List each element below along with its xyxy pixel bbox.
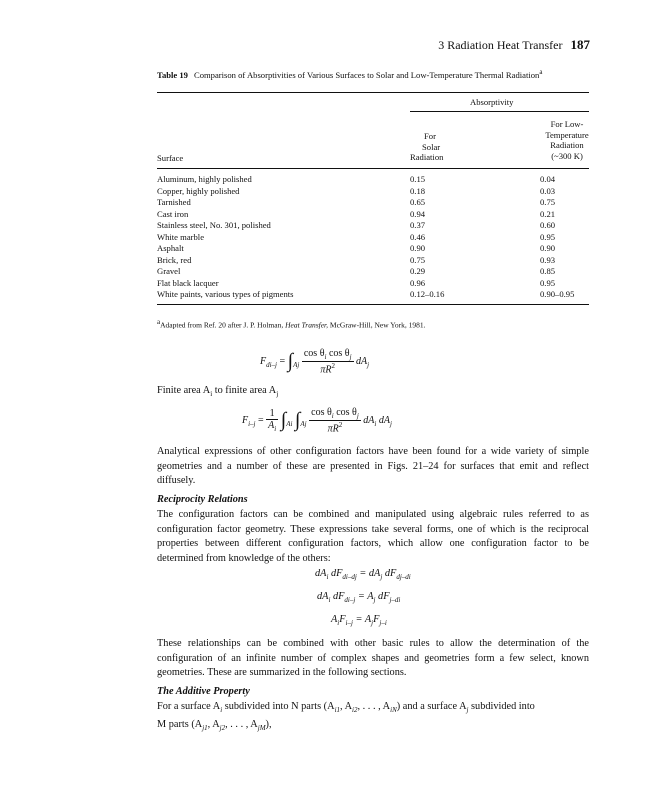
table-row: Tarnished 0.65 0.75 — [157, 197, 556, 207]
group-header-rule — [410, 111, 589, 112]
paragraph-additive: For a surface $A_i$ subdivided into N parts ($A_{i1}$, $A_{i2}$, . . . , $A_{iN}$) and a surface $A_j$ subdivided into M parts ($A_{j1}$, $A_{j2}$, . . . , $A_{jM}$), — [157, 701, 535, 732]
running-header — [410, 37, 590, 53]
section-heading-reciprocity: Reciprocity Relations — [157, 494, 248, 505]
table-header-rule — [157, 168, 589, 169]
table-row: Brick, red 0.75 0.93 — [157, 254, 556, 265]
reciprocity-equation-1: $dA_i$ $dF_{di-dj} = dA_j$ $dF_{dj-di}$ — [315, 568, 411, 582]
table-top-rule — [157, 92, 589, 93]
col-header-solar: For Solar Radiation — [410, 131, 444, 162]
table-row: White marble 0.46 0.95 — [157, 231, 556, 242]
table-row: Stainless steel, No. 301, polished 0.37 0.60 — [157, 220, 556, 230]
table-row: Flat black lacquer 0.96 0.95 — [157, 277, 556, 288]
page-number: 187 — [570, 37, 590, 52]
paragraph-analytical: Analytical expressions of other configuration factors have been found for a wide variety of simple geometries and a number of these are presented in Figs. 21–24 for surfaces that emit and reflect diffusely. — [157, 446, 589, 487]
table-row: Gravel 0.29 0.85 — [157, 266, 556, 276]
table-caption — [157, 66, 589, 81]
paragraph-reciprocity: The configuration factors can be combined and manipulated using algebraic rules referred to as configuration factor geometry. These expressions take several forms, one of which is the reciprocal properties between different configuration factors, which allow one configuration factor to be determined from knowledge of the others: — [157, 509, 589, 564]
table-row: White paints, various types of pigments 0.12–0.16 0.90–0.95 — [157, 289, 575, 299]
table-row: Aluminum, highly polished 0.15 0.04 — [157, 174, 556, 184]
table-row: Asphalt 0.90 0.90 — [157, 243, 556, 253]
section-heading-additive: The Additive Property — [157, 686, 250, 697]
table-caption-text: Comparison of Absorptivities of Various Surfaces to Solar and Low-Temperature Thermal Radiation — [193, 69, 540, 80]
col-header-low-temp: For Low- Temperature Radiation (~300 K) — [545, 119, 589, 161]
reciprocity-equation-3: $A_iF_{i-j} = A_jF_{j-i}$ — [331, 614, 387, 628]
reciprocity-equation-2: $dA_i$ $dF_{di-j} = A_j$ $dF_{j-di}$ — [317, 591, 401, 605]
equation-finite-to-finite: $F_{i-j}$ = $\frac{1}{A_i}$ $\int_{Ai}$ $\int_{Aj}$ $\frac{\cos \theta_i \cos \theta_j}{\pi R^2}$ $dA_i$ $dA_j$ — [242, 407, 392, 435]
absorptivity-group-header: Absorptivity — [470, 97, 514, 107]
caption-footnote-mark: a — [539, 68, 543, 76]
chapter-title: 3 Radiation Heat Transfer — [438, 38, 563, 52]
finite-area-label: Finite area $A_i$ to finite area $A_j$ — [157, 385, 279, 399]
table-label: Table 19 — [157, 69, 188, 80]
col-header-surface: Surface — [157, 153, 184, 163]
table-bottom-rule — [157, 304, 589, 305]
paragraph-relationships: These relationships can be combined with other basic rules to allow the determination of the configuration of an infinite number of complex shapes and geometries form a few select, known geometries. These are summarized in the following sections. — [157, 638, 589, 679]
equation-differential-to-finite: $F_{di-j} = \int_{Aj}$ $\frac{\cos \theta_i \cos \theta_j}{\pi R^2}$ $dA_j$ — [260, 348, 370, 376]
table-row: Copper, highly polished 0.18 0.03 — [157, 185, 556, 196]
table-row: Cast iron 0.94 0.21 — [157, 208, 556, 219]
table-footnote: $^a$Adapted from Ref. 20 after J. P. Holman, Heat Transfer, McGraw-Hill, New York, 1981. — [157, 318, 426, 330]
